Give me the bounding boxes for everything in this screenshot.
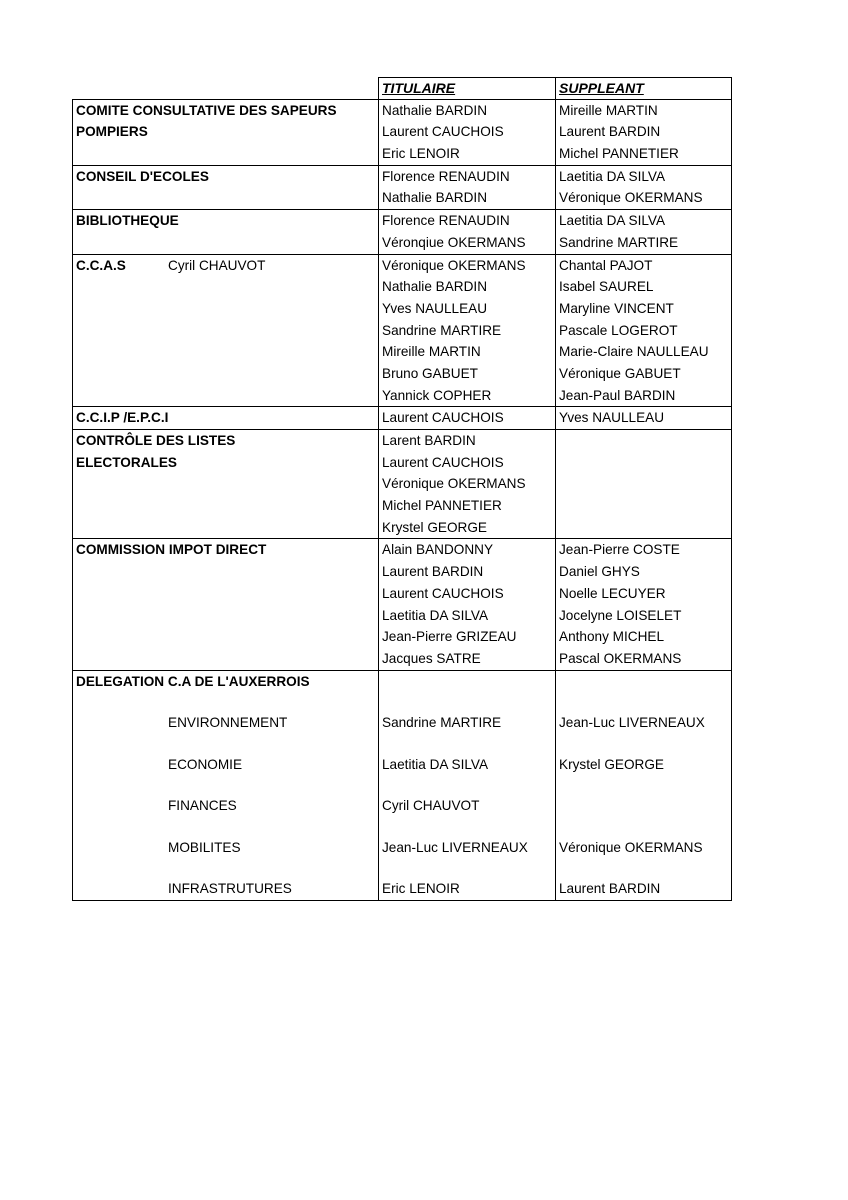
header-titulaire: TITULAIRE — [378, 77, 555, 99]
commission-title: ELECTORALES — [76, 454, 177, 470]
titulaire-cell — [378, 429, 555, 538]
spacer — [379, 858, 555, 878]
commission-title: C.C.A.S — [76, 257, 126, 273]
delegation-domain: FINANCES — [168, 798, 237, 814]
titulaire-name: Sandrine MARTIRE — [382, 322, 502, 338]
titulaire-name: Cyril CHAUVOT — [382, 798, 480, 814]
spacer — [379, 775, 555, 795]
suppleant-name: Pascale LOGEROT — [559, 322, 678, 338]
commission-name-cell — [72, 429, 378, 538]
delegation-domain: INFRASTRUTURES — [168, 880, 292, 896]
commission-name-cell — [72, 99, 378, 165]
suppleant-cell — [555, 165, 732, 209]
titulaire-name: Véronique OKERMANS — [382, 257, 526, 273]
titulaire-cell — [378, 538, 555, 669]
titulaire-name: Véronqiue OKERMANS — [382, 234, 526, 250]
suppleant-name: Anthony MICHEL — [559, 629, 665, 645]
suppleant-name: Marie-Claire NAULLEAU — [559, 344, 709, 360]
suppleant-name: Jean-Paul BARDIN — [559, 387, 676, 403]
commission-groups — [72, 99, 732, 670]
titulaire-name: Alain BANDONNY — [382, 542, 494, 558]
titulaire-name: Eric LENOIR — [382, 880, 460, 896]
commission-title: C.C.I.P /E.P.C.I — [76, 410, 169, 426]
suppleant-name: Jocelyne LOISELET — [559, 607, 682, 623]
spacer — [556, 817, 731, 837]
suppleant-name: Laetitia DA SILVA — [559, 168, 666, 184]
spacer — [379, 734, 555, 754]
titulaire-name: Jacques SATRE — [382, 650, 481, 666]
titulaire-name: Laurent BARDIN — [382, 564, 484, 580]
delegation-domain: ECONOMIE — [168, 756, 243, 772]
titulaire-name: Florence RENAUDIN — [382, 168, 510, 184]
commission-group — [72, 406, 732, 429]
titulaire-name: Florence RENAUDIN — [382, 213, 510, 229]
titulaire-cell — [378, 209, 555, 253]
suppleant-name — [556, 795, 731, 817]
suppleant-cell — [555, 538, 732, 669]
titulaire-name: Bruno GABUET — [382, 365, 478, 381]
suppleant-cell — [555, 254, 732, 407]
header-suppleant: SUPPLEANT — [555, 77, 732, 99]
delegation-group — [72, 670, 732, 901]
titulaire-name: Laurent CAUCHOIS — [382, 585, 504, 601]
spacer — [556, 858, 731, 878]
commission-group — [72, 165, 732, 209]
titulaire-name: Mireille MARTIN — [382, 344, 481, 360]
commission-group — [72, 429, 732, 538]
titulaire-name: Laetitia DA SILVA — [382, 607, 489, 623]
commission-name-cell — [72, 165, 378, 209]
titulaire-name: Nathalie BARDIN — [382, 102, 488, 118]
titulaire-cell — [378, 99, 555, 165]
suppleant-name: Noelle LECUYER — [559, 585, 666, 601]
suppleant-name: Isabel SAUREL — [559, 279, 654, 295]
titulaire-name: Nathalie BARDIN — [382, 190, 488, 206]
delegation-row — [72, 670, 732, 901]
suppleant-cell — [555, 406, 732, 429]
commission-group — [72, 254, 732, 407]
commission-name-cell — [72, 209, 378, 253]
titulaire-name: Sandrine MARTIRE — [382, 715, 502, 731]
suppleant-name: Yves NAULLEAU — [559, 410, 665, 426]
titulaire-cell — [378, 254, 555, 407]
delegation-domain: MOBILITES — [168, 839, 241, 855]
commission-title: BIBLIOTHEQUE — [76, 213, 179, 229]
commission-title: CONSEIL D'ECOLES — [76, 168, 209, 184]
titulaire-name: Laetitia DA SILVA — [382, 756, 489, 772]
titulaire-name: Larent BARDIN — [382, 433, 476, 448]
titulaire-name: Laurent CAUCHOIS — [382, 454, 504, 470]
titulaire-name: Jean-Pierre GRIZEAU — [382, 629, 517, 645]
spacer — [73, 775, 378, 795]
blank-line — [556, 671, 731, 693]
suppleant-name: Maryline VINCENT — [559, 300, 674, 316]
delegation-name-cell — [72, 670, 378, 901]
spacer — [73, 817, 378, 837]
suppleant-name: Chantal PAJOT — [559, 257, 653, 273]
suppleant-name: Véronique GABUET — [559, 365, 681, 381]
suppleant-name: Véronique OKERMANS — [559, 839, 703, 855]
suppleant-name: Mireille MARTIN — [559, 102, 658, 118]
commission-name-cell — [72, 538, 378, 669]
suppleant-name: Laurent BARDIN — [559, 880, 661, 896]
suppleant-name: Laetitia DA SILVA — [559, 213, 666, 229]
commission-name-cell — [72, 406, 378, 429]
table-header-row — [72, 77, 732, 99]
commission-title: COMITE CONSULTATIVE DES SAPEURS — [76, 102, 337, 118]
titulaire-name: Krystel GEORGE — [382, 519, 487, 535]
commission-title: COMMISSION IMPOT DIRECT — [76, 542, 267, 558]
titulaire-name: Yves NAULLEAU — [382, 300, 488, 316]
commission-group — [72, 99, 732, 165]
titulaire-name: Véronique OKERMANS — [382, 476, 526, 492]
suppleant-cell — [555, 209, 732, 253]
blank-line — [379, 671, 555, 693]
spacer — [73, 734, 378, 754]
commission-title-line — [73, 255, 378, 277]
commission-title: POMPIERS — [76, 124, 148, 140]
delegation-title: DELEGATION C.A DE L'AUXERROIS — [76, 673, 310, 689]
titulaire-name: Nathalie BARDIN — [382, 279, 488, 295]
suppleant-name: Véronique OKERMANS — [559, 190, 703, 206]
spacer — [379, 817, 555, 837]
spacer — [73, 858, 378, 878]
suppleant-cell — [555, 670, 732, 901]
titulaire-name: Eric LENOIR — [382, 146, 460, 162]
suppleant-name: Jean-Luc LIVERNEAUX — [559, 715, 705, 731]
suppleant-name: Daniel GHYS — [559, 564, 640, 580]
suppleant-name: Sandrine MARTIRE — [559, 234, 679, 250]
representatives-table — [72, 77, 732, 901]
spacer — [379, 692, 555, 712]
titulaire-cell — [378, 406, 555, 429]
suppleant-name: Jean-Pierre COSTE — [559, 542, 680, 558]
commission-president: Cyril CHAUVOT — [168, 257, 266, 273]
suppleant-cell — [555, 99, 732, 165]
commission-title: CONTRÔLE DES LISTES — [76, 433, 236, 448]
delegation-domain: ENVIRONNEMENT — [168, 715, 288, 731]
suppleant-name: Krystel GEORGE — [559, 756, 664, 772]
suppleant-name: Michel PANNETIER — [559, 146, 679, 162]
spacer — [556, 775, 731, 795]
titulaire-name: Laurent CAUCHOIS — [382, 124, 504, 140]
titulaire-cell — [378, 670, 555, 901]
commission-group — [72, 538, 732, 669]
titulaire-cell — [378, 165, 555, 209]
suppleant-cell — [555, 429, 732, 538]
spacer — [556, 692, 731, 712]
commission-group — [72, 209, 732, 253]
suppleant-name: Pascal OKERMANS — [559, 650, 682, 666]
titulaire-name: Yannick COPHER — [382, 387, 492, 403]
titulaire-name: Michel PANNETIER — [382, 498, 502, 514]
commission-name-cell — [72, 254, 378, 407]
spacer — [556, 734, 731, 754]
spacer — [73, 692, 378, 712]
titulaire-name: Laurent CAUCHOIS — [382, 410, 504, 426]
suppleant-name: Laurent BARDIN — [559, 124, 661, 140]
titulaire-name: Jean-Luc LIVERNEAUX — [382, 839, 528, 855]
